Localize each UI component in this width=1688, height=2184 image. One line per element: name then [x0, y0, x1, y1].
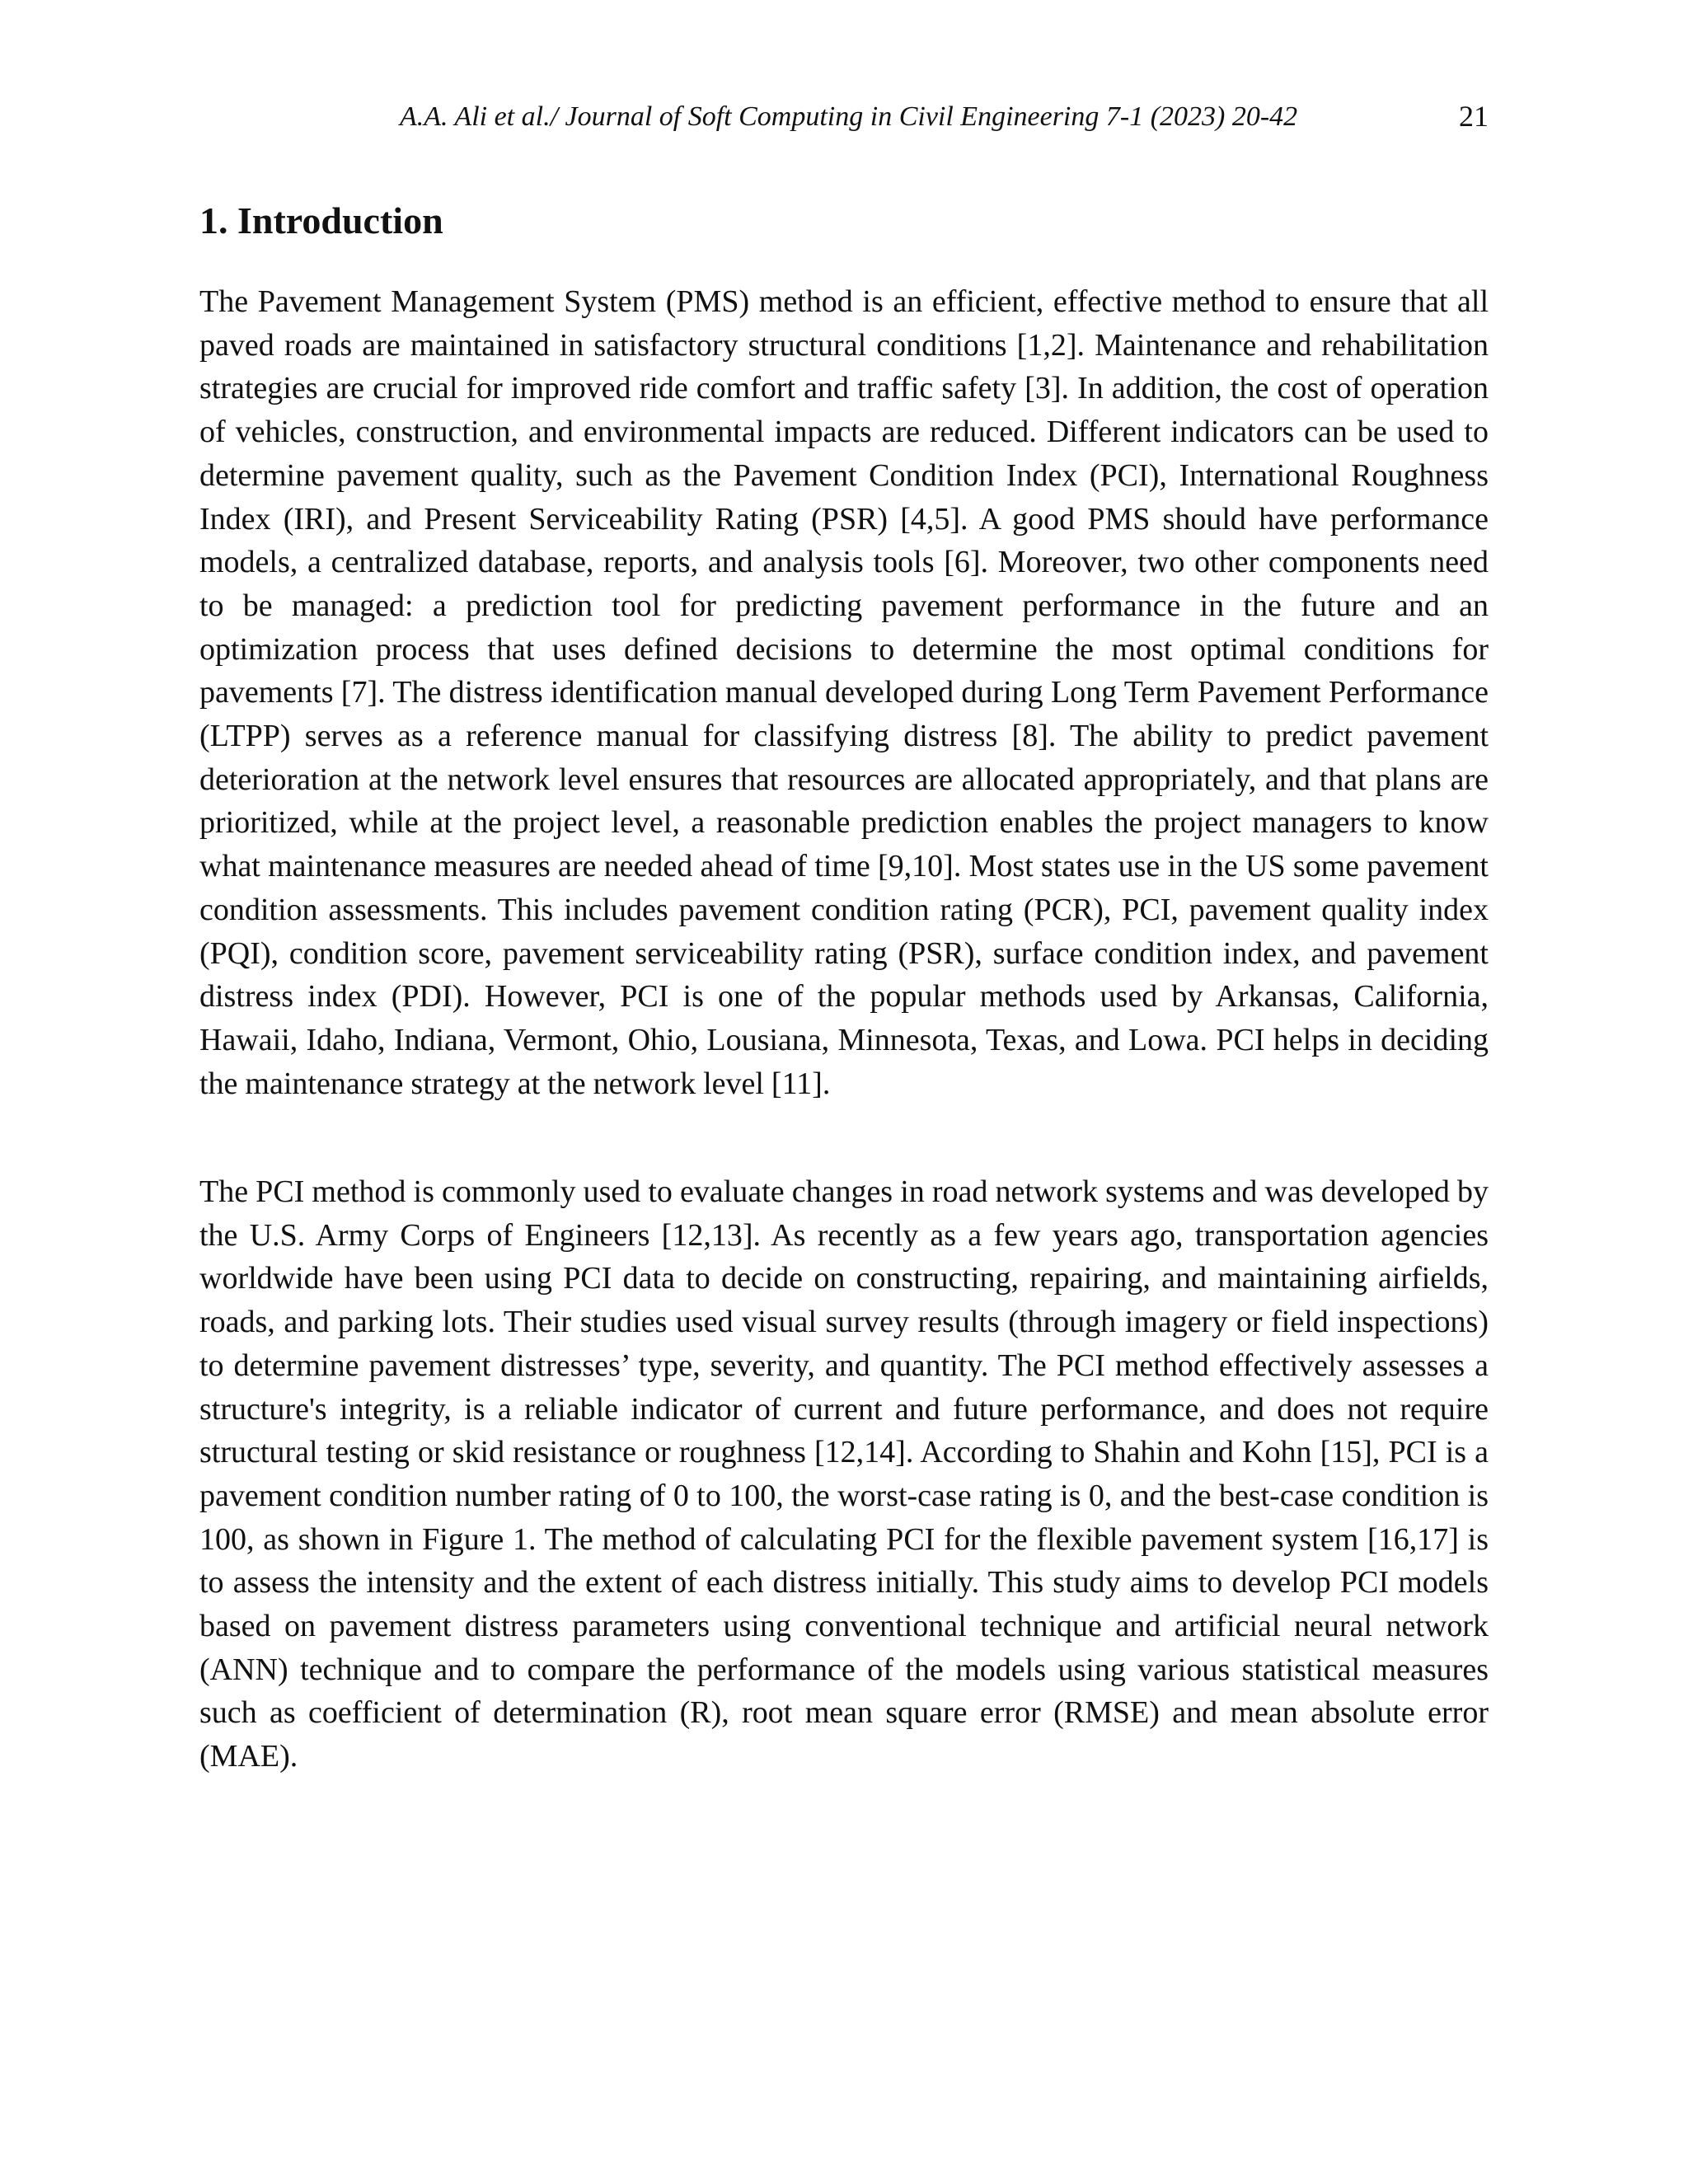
running-head: A.A. Ali et al./ Journal of Soft Computing in Civil Engineering 7-1 (2023) 20-42 [400, 101, 1298, 132]
body-paragraph-2: The PCI method is commonly used to evaluate changes in road network systems and was developed by the U.S. Army Corps of Engineers [12,13]. As recently as a few years ago, transportation agencies worldwide have been using PCI data to decide on constructing, repairing, and maintaining airfields, roads, and parking lots. Their studies used visual survey results (through imagery or field inspections) to determine pavement distresses’ type, severity, and quantity. The PCI method effectively assesses a structure's integrity, is a reliable indicator of current and future performance, and does not require structural testing or skid resistance or roughness [12,14]. According to Shahin and Kohn [15], PCI is a pavement condition number rating of 0 to 100, the worst-case rating is 0, and the best-case condition is 100, as shown in Figure 1. The method of calculating PCI for the flexible pavement system [16,17] is to assess the intensity and the extent of each distress initially. This study aims to develop PCI models based on pavement distress parameters using conventional technique and artificial neural network (ANN) technique and to compare the performance of the models using various statistical measures such as coefficient of determination (R), root mean square error (RMSE) and mean absolute error (MAE). [199, 1174, 1489, 1774]
body-paragraph-1: The Pavement Management System (PMS) method is an efficient, effective method to ensure that all paved roads are maintained in satisfactory structural conditions [1,2]. Maintenance and rehabilitation strategies are crucial for improved ride comfort and traffic safety [3]. In addition, the cost of operation of vehicles, construction, and environmental impacts are reduced. Different indicators can be used to determine pavement quality, such as the Pavement Condition Index (PCI), International Roughness Index (IRI), and Present Serviceability Rating (PSR) [4,5]. A good PMS should have performance models, a centralized database, reports, and analysis tools [6]. Moreover, two other components need to be managed: a prediction tool for predicting pavement performance in the future and an optimization process that uses defined decisions to determine the most optimal conditions for pavements [7]. The distress identification manual developed during Long Term Pavement Performance (LTPP) serves as a reference manual for classifying distress [8]. The ability to predict pavement deterioration at the network level ensures that resources are allocated appropriately, and that plans are prioritized, while at the project level, a reasonable prediction enables the project managers to know what maintenance measures are needed ahead of time [9,10]. Most states use in the US some pavement condition assessments. This includes pavement condition rating (PCR), PCI, pavement quality index (PQI), condition score, pavement serviceability rating (PSR), surface condition index, and pavement distress index (PDI). However, PCI is one of the popular methods used by Arkansas, California, Hawaii, Idaho, Indiana, Vermont, Ohio, Lousiana, Minnesota, Texas, and Lowa. PCI helps in deciding the maintenance strategy at the network level [11]. [199, 284, 1489, 1101]
section-title: 1. Introduction [199, 199, 443, 241]
page-number: 21 [1459, 100, 1489, 133]
